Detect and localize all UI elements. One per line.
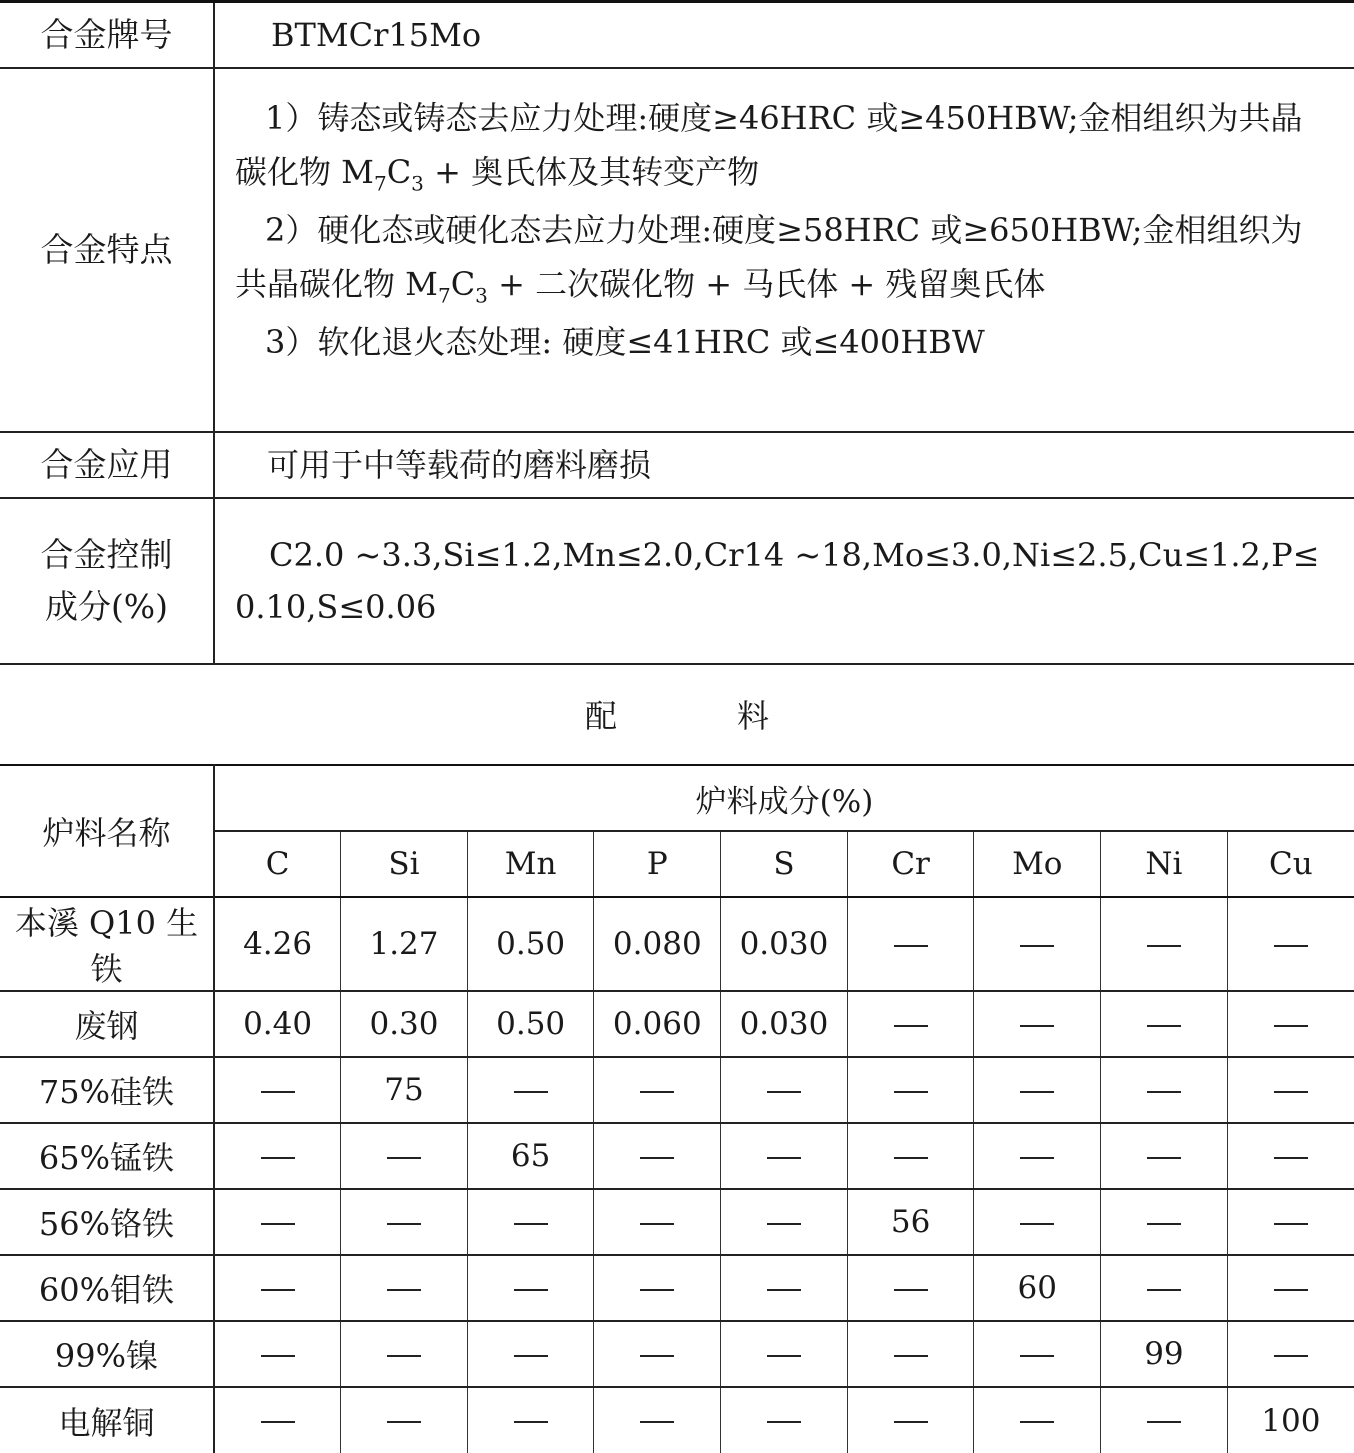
dash-mark — [1020, 1223, 1054, 1225]
application-value: 可用于中等载荷的磨料磨损 — [267, 445, 652, 484]
grade-value: BTMCr15Mo — [271, 15, 482, 54]
value-cell-mo: 60 — [974, 1255, 1101, 1321]
dash-mark — [1147, 1157, 1181, 1159]
value-cell-ni: 99 — [1101, 1321, 1228, 1387]
value-cell-s — [721, 1189, 848, 1255]
value-cell-ni — [1101, 991, 1228, 1057]
dash-mark — [894, 1157, 928, 1159]
features-label: 合金特点 — [0, 68, 214, 432]
material-name: 电解铜 — [0, 1387, 214, 1453]
feature-1-line-1: 1）铸态或铸态去应力处理:硬度≥46HRC 或≥450HBW;金相组织为共晶 — [265, 98, 1303, 137]
table-row — [0, 1387, 1354, 1453]
value-cell-p — [594, 1387, 721, 1453]
value-cell-mo — [974, 991, 1101, 1057]
grade-row — [0, 2, 1354, 68]
value-cell-si: 1.27 — [341, 897, 468, 991]
control-composition: C2.0 ~3.3,Si≤1.2,Mn≤2.0,Cr14 ~18,Mo≤3.0,Ni≤2.5,Cu≤1.2,P≤ 0.10,S≤0.06 — [235, 535, 1320, 626]
dash-mark — [894, 1421, 928, 1423]
value-cell-cr — [847, 1321, 974, 1387]
feature-3: 3）软化退火态处理: 硬度≤41HRC 或≤400HBW — [265, 322, 985, 361]
value-cell-s: 0.030 — [721, 897, 848, 991]
value-cell-cr: 56 — [847, 1189, 974, 1255]
control-row — [0, 498, 1354, 664]
feature-2-line-1: 2）硬化态或硬化态去应力处理:硬度≥58HRC 或≥650HBW;金相组织为 — [265, 210, 1303, 249]
material-name: 65%锰铁 — [0, 1123, 214, 1189]
dash-mark — [1147, 1421, 1181, 1423]
dash-mark — [1147, 1091, 1181, 1093]
dash-mark — [640, 1091, 674, 1093]
value-cell-si — [341, 1387, 468, 1453]
material-name: 本溪 Q10 生铁 — [0, 897, 214, 991]
value-cell-si: 75 — [341, 1057, 468, 1123]
recipe-title: 配 料 — [584, 697, 770, 735]
recipe-table — [0, 764, 1354, 1453]
dash-mark — [640, 1289, 674, 1291]
value-cell-mo — [974, 1123, 1101, 1189]
dash-mark — [767, 1223, 801, 1225]
dash-mark — [767, 1421, 801, 1423]
dash-mark — [1147, 1289, 1181, 1291]
element-header-cr: Cr — [847, 831, 974, 897]
value-cell-cr — [847, 991, 974, 1057]
value-cell-s: 0.030 — [721, 991, 848, 1057]
value-cell-mn: 65 — [467, 1123, 594, 1189]
dash-mark — [1020, 1355, 1054, 1357]
dash-mark — [514, 1421, 548, 1423]
dash-mark — [261, 1355, 295, 1357]
dash-mark — [387, 1223, 421, 1225]
value-cell-cu — [1227, 1189, 1354, 1255]
value-cell-cu — [1227, 1255, 1354, 1321]
table-row — [0, 897, 1354, 991]
dash-mark — [261, 1289, 295, 1291]
value-cell-mo — [974, 1387, 1101, 1453]
dash-mark — [387, 1355, 421, 1357]
control-label: 合金控制 成分(%) — [0, 498, 214, 664]
value-cell-cu: 100 — [1227, 1387, 1354, 1453]
element-header-c: C — [214, 831, 341, 897]
material-name: 99%镍 — [0, 1321, 214, 1387]
dash-mark — [1020, 945, 1054, 947]
material-name: 60%钼铁 — [0, 1255, 214, 1321]
dash-mark — [767, 1091, 801, 1093]
value-cell-mn — [467, 1321, 594, 1387]
dash-mark — [261, 1157, 295, 1159]
dash-mark — [1274, 1223, 1308, 1225]
table-row — [0, 1255, 1354, 1321]
value-cell-cr — [847, 1255, 974, 1321]
element-header-p: P — [594, 831, 721, 897]
dash-mark — [894, 1091, 928, 1093]
composition-header: 炉料成分(%) — [214, 765, 1354, 831]
application-row — [0, 432, 1354, 498]
value-cell-s — [721, 1387, 848, 1453]
dash-mark — [894, 1355, 928, 1357]
feature-2-line-2: 共晶碳化物 $M_7C_3$ + 二次碳化物 + 马氏体 + 残留奥氏体 — [235, 264, 1046, 307]
dash-mark — [640, 1157, 674, 1159]
dash-mark — [1020, 1421, 1054, 1423]
value-cell-p: 0.060 — [594, 991, 721, 1057]
table-row — [0, 1321, 1354, 1387]
table-row — [0, 1123, 1354, 1189]
value-cell-s — [721, 1123, 848, 1189]
value-cell-ni — [1101, 1123, 1228, 1189]
value-cell-si — [341, 1321, 468, 1387]
element-header-mn: Mn — [467, 831, 594, 897]
value-cell-c — [214, 1387, 341, 1453]
dash-mark — [514, 1091, 548, 1093]
alloy-info-table — [0, 0, 1354, 665]
value-cell-ni — [1101, 1189, 1228, 1255]
value-cell-c — [214, 1057, 341, 1123]
value-cell-cu — [1227, 897, 1354, 991]
value-cell-c — [214, 1123, 341, 1189]
value-cell-mn — [467, 1057, 594, 1123]
value-cell-ni — [1101, 1057, 1228, 1123]
value-cell-c: 4.26 — [214, 897, 341, 991]
material-name: 废钢 — [0, 991, 214, 1057]
recipe-body — [0, 897, 1354, 1453]
dash-mark — [387, 1421, 421, 1423]
value-cell-s — [721, 1321, 848, 1387]
dash-mark — [767, 1157, 801, 1159]
value-cell-ni — [1101, 1387, 1228, 1453]
recipe-header-row — [0, 765, 1354, 831]
dash-mark — [514, 1289, 548, 1291]
dash-mark — [1274, 945, 1308, 947]
features-text — [214, 68, 1354, 432]
value-cell-cu — [1227, 1057, 1354, 1123]
value-cell-cr — [847, 1387, 974, 1453]
dash-mark — [514, 1223, 548, 1225]
element-header-si: Si — [341, 831, 468, 897]
dash-mark — [767, 1355, 801, 1357]
dash-mark — [1020, 1025, 1054, 1027]
dash-mark — [1147, 945, 1181, 947]
value-cell-mn: 0.50 — [467, 991, 594, 1057]
material-name: 56%铬铁 — [0, 1189, 214, 1255]
dash-mark — [387, 1157, 421, 1159]
dash-mark — [1274, 1355, 1308, 1357]
value-cell-mn — [467, 1387, 594, 1453]
dash-mark — [1147, 1223, 1181, 1225]
table-row — [0, 1057, 1354, 1123]
value-cell-si — [341, 1255, 468, 1321]
value-cell-mn: 0.50 — [467, 897, 594, 991]
value-cell-mo — [974, 897, 1101, 991]
value-cell-s — [721, 1255, 848, 1321]
value-cell-c — [214, 1189, 341, 1255]
value-cell-p — [594, 1321, 721, 1387]
value-cell-mn — [467, 1255, 594, 1321]
dash-mark — [894, 945, 928, 947]
dash-mark — [894, 1289, 928, 1291]
dash-mark — [1274, 1025, 1308, 1027]
value-cell-ni — [1101, 897, 1228, 991]
value-cell-p — [594, 1057, 721, 1123]
element-header-cu: Cu — [1227, 831, 1354, 897]
value-cell-mn — [467, 1189, 594, 1255]
dash-mark — [1274, 1091, 1308, 1093]
value-cell-mo — [974, 1189, 1101, 1255]
name-header: 炉料名称 — [0, 765, 214, 897]
value-cell-cu — [1227, 991, 1354, 1057]
feature-1-line-2: 碳化物 $M_7C_3$ + 奥氏体及其转变产物 — [235, 152, 760, 195]
features-row — [0, 68, 1354, 432]
value-cell-cu — [1227, 1321, 1354, 1387]
value-cell-p — [594, 1189, 721, 1255]
element-header-s: S — [721, 831, 848, 897]
element-header-mo: Mo — [974, 831, 1101, 897]
table-row — [0, 1189, 1354, 1255]
table-row — [0, 991, 1354, 1057]
value-cell-c — [214, 1321, 341, 1387]
dash-mark — [1147, 1025, 1181, 1027]
value-cell-cr — [847, 1123, 974, 1189]
dash-mark — [387, 1289, 421, 1291]
value-cell-c — [214, 1255, 341, 1321]
dash-mark — [261, 1223, 295, 1225]
material-name: 75%硅铁 — [0, 1057, 214, 1123]
value-cell-si — [341, 1189, 468, 1255]
element-header-ni: Ni — [1101, 831, 1228, 897]
value-cell-ni — [1101, 1255, 1228, 1321]
dash-mark — [894, 1025, 928, 1027]
dash-mark — [1020, 1091, 1054, 1093]
dash-mark — [1020, 1157, 1054, 1159]
value-cell-s — [721, 1057, 848, 1123]
value-cell-si: 0.30 — [341, 991, 468, 1057]
dash-mark — [640, 1421, 674, 1423]
value-cell-p — [594, 1123, 721, 1189]
dash-mark — [1274, 1289, 1308, 1291]
value-cell-mo — [974, 1321, 1101, 1387]
value-cell-cu — [1227, 1123, 1354, 1189]
dash-mark — [261, 1091, 295, 1093]
application-label: 合金应用 — [0, 432, 214, 498]
dash-mark — [1274, 1157, 1308, 1159]
dash-mark — [640, 1223, 674, 1225]
value-cell-si — [341, 1123, 468, 1189]
value-cell-p — [594, 1255, 721, 1321]
value-cell-p: 0.080 — [594, 897, 721, 991]
dash-mark — [261, 1421, 295, 1423]
dash-mark — [514, 1355, 548, 1357]
dash-mark — [640, 1355, 674, 1357]
value-cell-cr — [847, 1057, 974, 1123]
grade-label: 合金牌号 — [0, 2, 214, 68]
value-cell-c: 0.40 — [214, 991, 341, 1057]
dash-mark — [767, 1289, 801, 1291]
value-cell-cr — [847, 897, 974, 991]
value-cell-mo — [974, 1057, 1101, 1123]
